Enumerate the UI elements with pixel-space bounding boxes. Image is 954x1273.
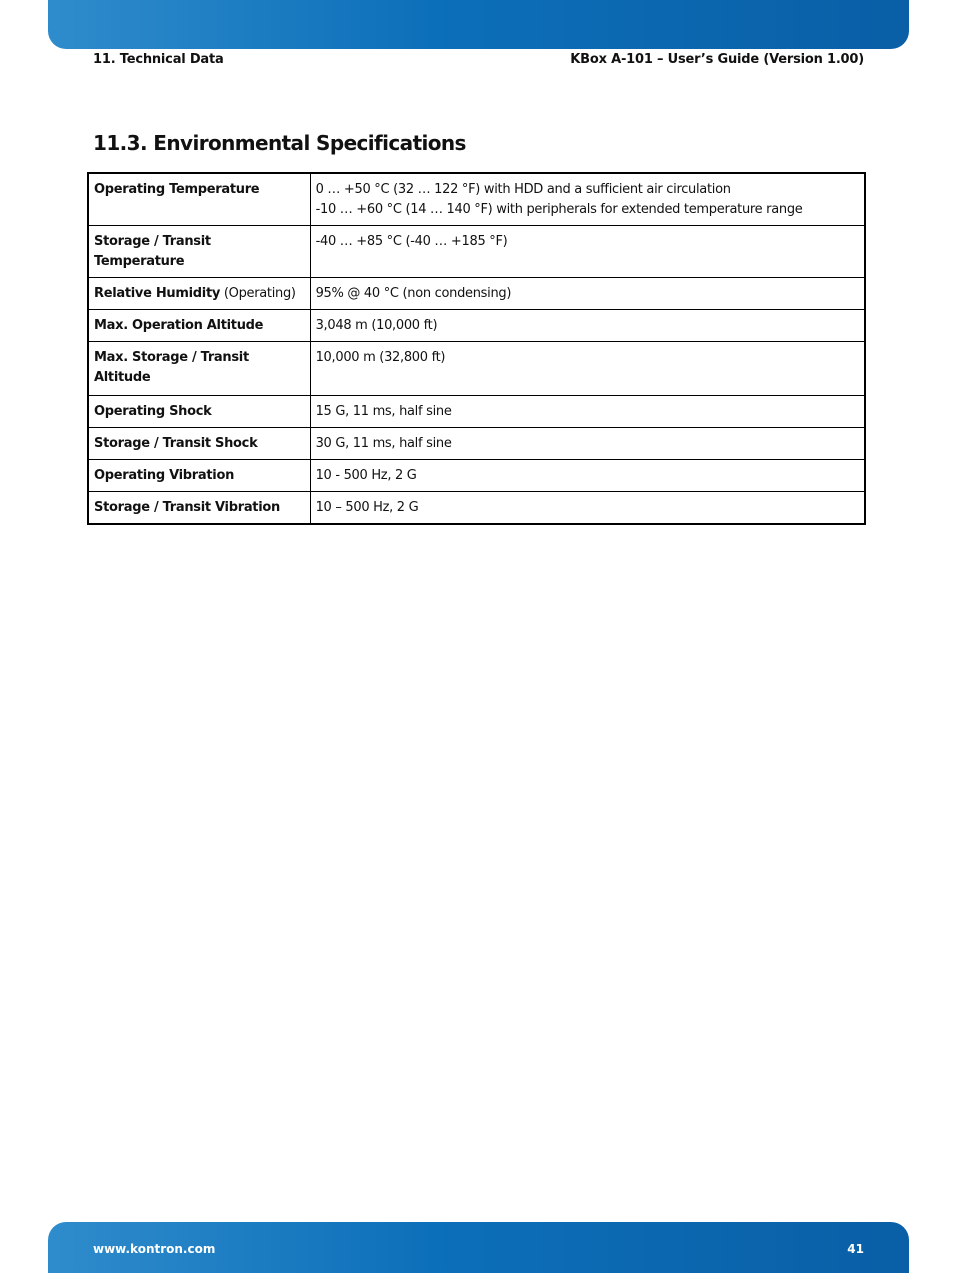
spec-value-line: 10,000 m (32,800 ft) (315, 350, 446, 365)
spec-label (88, 173, 310, 226)
spec-label-text: Operating Temperature (94, 182, 260, 197)
environmental-specs-table (87, 172, 866, 525)
spec-value-line: 95% @ 40 °C (non condensing) (315, 286, 512, 301)
table-row (88, 310, 865, 342)
table-row (88, 173, 865, 226)
spec-label-text: Relative Humidity (94, 286, 221, 301)
spec-value (310, 396, 865, 428)
table-row (88, 492, 865, 525)
spec-label-suffix: (Operating) (220, 286, 296, 301)
spec-label (88, 428, 310, 460)
spec-value (310, 342, 865, 396)
page-number: 41 (847, 1242, 864, 1256)
spec-value-line: -40 … +85 °C (-40 … +185 °F) (315, 234, 508, 249)
spec-value (310, 278, 865, 310)
spec-value (310, 310, 865, 342)
table-row (88, 278, 865, 310)
spec-label-text: Operating Vibration (94, 468, 235, 483)
footer-website: www.kontron.com (93, 1242, 216, 1256)
spec-value-line: 15 G, 11 ms, half sine (315, 404, 452, 419)
spec-label (88, 278, 310, 310)
spec-value-line: 3,048 m (10,000 ft) (315, 318, 438, 333)
spec-value-line: 10 – 500 Hz, 2 G (315, 500, 419, 515)
spec-label-text: Storage / Transit Temperature (94, 234, 211, 269)
spec-label (88, 226, 310, 278)
section-title: 11.3. Environmental Specifications (93, 131, 466, 155)
table-row (88, 460, 865, 492)
spec-value-line: 30 G, 11 ms, half sine (315, 436, 452, 451)
spec-label (88, 342, 310, 396)
spec-value (310, 173, 865, 226)
document-title: KBox A-101 – User’s Guide (Version 1.00) (570, 52, 864, 67)
spec-label-text: Storage / Transit Vibration (94, 500, 280, 515)
spec-label (88, 460, 310, 492)
table-row (88, 226, 865, 278)
spec-value-line: 10 - 500 Hz, 2 G (315, 468, 417, 483)
chapter-title: 11. Technical Data (93, 52, 224, 67)
spec-label-text: Storage / Transit Shock (94, 436, 258, 451)
header-band (48, 0, 909, 49)
spec-label-text: Max. Operation Altitude (94, 318, 264, 333)
spec-label (88, 396, 310, 428)
spec-value (310, 226, 865, 278)
spec-value-line: 0 … +50 °C (32 … 122 °F) with HDD and a sufficient air circulation (315, 182, 731, 197)
spec-value-line: -10 … +60 °C (14 … 140 °F) with peripherals for extended temperature range (315, 202, 803, 217)
spec-value (310, 492, 865, 525)
spec-value (310, 428, 865, 460)
spec-label-text: Operating Shock (94, 404, 212, 419)
table-row (88, 342, 865, 396)
table-row (88, 428, 865, 460)
table-row (88, 396, 865, 428)
spec-value (310, 460, 865, 492)
spec-label (88, 492, 310, 525)
spec-label (88, 310, 310, 342)
spec-label-text: Max. Storage / Transit Altitude (94, 350, 249, 385)
